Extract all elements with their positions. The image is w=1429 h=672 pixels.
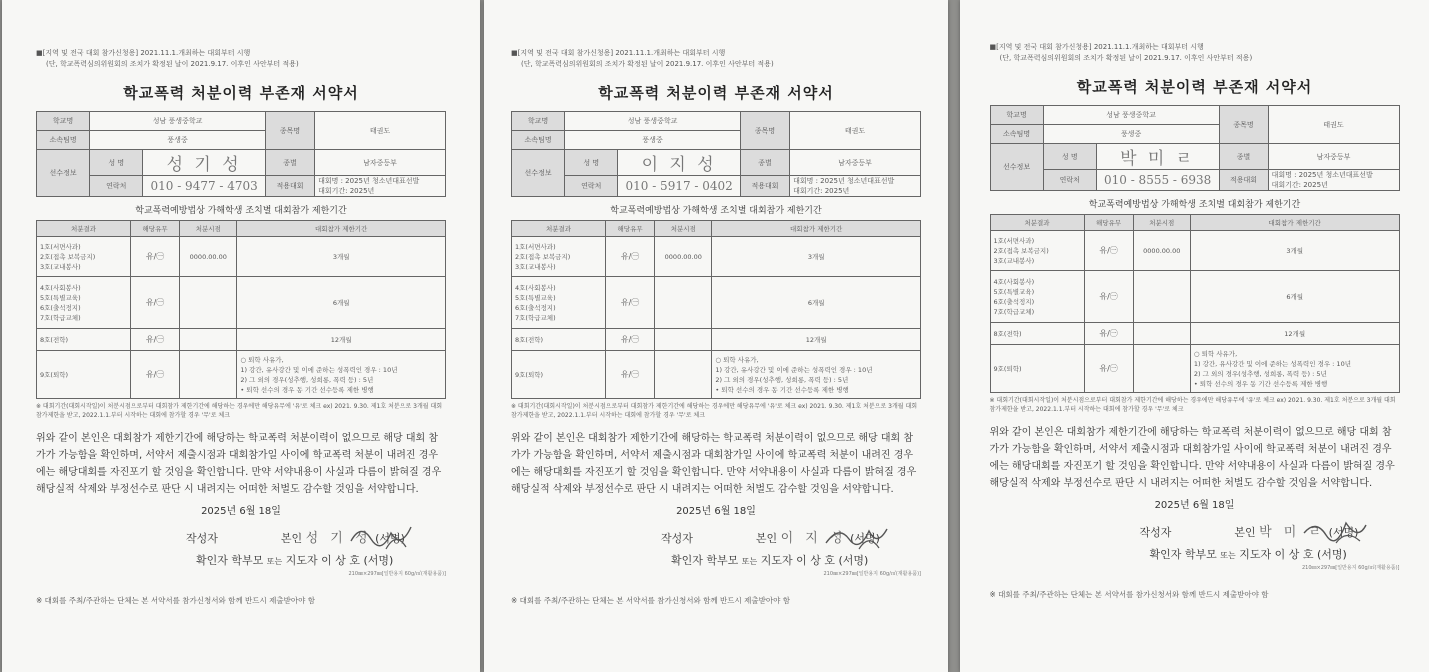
row-date [180,277,237,329]
row-date [655,329,712,351]
event-value: 태권도 [790,112,921,150]
player-info-label: 선수정보 [990,144,1043,191]
row-check: 유/㊀ [606,329,655,351]
row-limit: 6개월 [237,277,446,329]
pledge-body: 위와 같이 본인은 대회참가 제한기간에 해당하는 학교폭력 처분이력이 없으므로 해당 대회 참가가 가능함을 확인하며, 서약서 제출시점과 대회참가일 사이에 학교폭력 처분이 내려진 경우에는 해당대회를 자진포기 할 것임을 확인합니다. 만약 서약내용이 사실과 다름이 밝혀질 경우 해당실적 삭제와 부정선수로 판단 시 내려지는 어떠한 처벌도 감수할 것임을 서약합니다. [36,433,442,495]
pledge-date: 2025년 6월 18일 [201,506,281,517]
player-name: 이 지 성 [618,150,741,176]
player-phone: 010 - 8555 - 6938 [1096,170,1219,191]
category-value: 남자중등부 [1268,144,1399,170]
school-label: 학교명 [37,112,90,131]
writer-row [990,521,1400,540]
school-label: 학교명 [990,106,1043,125]
row-date [1133,345,1190,393]
org-label: 소속팀명 [512,131,565,150]
header-date: 처분시점 [655,221,712,237]
row-date [655,277,712,329]
app-event-label: 적용대회 [1219,170,1268,191]
row-result: 1호(서면사과) 2호(접촉 보복금지) 3호(교내봉사) [512,237,606,277]
event-value: 태권도 [315,112,446,150]
pledge-sheet-1 [2,0,480,672]
writer-label: 작성자 [1139,526,1172,539]
event-value: 태권도 [1268,106,1399,144]
notice-line: (단, 학교폭력심의위원회의 조치가 확정된 날이 2021.9.17. 이후인 사안부터 적용) [999,54,1253,62]
writer-row [511,527,921,546]
coach-name: 이 상 호 [796,554,836,567]
sign-suffix: (서명) [1317,548,1347,561]
footer-note: ※ 대회를 주최/주관하는 단체는 본 서약서를 참가신청서와 함께 반드시 제출받아야 함 [511,596,790,605]
name-label: 성 명 [1043,144,1096,170]
school-value: 성남 풍생중학교 [90,112,266,131]
category-value: 남자중등부 [790,150,921,176]
row-result: 4호(사회봉사) 5호(특별교육) 6호(출석정지) 7호(학급교체) [990,271,1084,323]
confirm-label: 확인자 [1149,548,1182,561]
notice-line: (단, 학교폭력심의위원회의 조치가 확정된 날이 2021.9.17. 이후인 사안부터 적용) [521,60,774,68]
signature-scribble [821,521,891,551]
coach-name: 이 상 호 [1274,548,1314,561]
row-check: 유/㊀ [606,277,655,329]
discipline-table [36,220,446,399]
pledge-body: 위와 같이 본인은 대회참가 제한기간에 해당하는 학교폭력 처분이력이 없으므로 해당 대회 참가가 가능함을 확인하며, 서약서 제출시점과 대회참가일 사이에 학교폭력 처분이 내려진 경우에는 해당대회를 자진포기 할 것임을 확인합니다. 만약 서약내용이 사실과 다름이 밝혀질 경우 해당실적 삭제와 부정선수로 판단 시 내려지는 어떠한 처벌도 감수할 것임을 서약합니다. [511,433,917,495]
sheet-content [36,48,446,606]
player-info-label: 선수정보 [512,150,565,197]
row-date: 0000.00.00 [1133,231,1190,271]
document-title: 학교폭력 처분이력 부존재 서약서 [1076,78,1313,96]
section-title: 학교폭력예방법상 가해학생 조치별 대회참가 제한기간 [135,206,347,216]
or-label: 또는 [1220,551,1236,560]
pledge-date: 2025년 6월 18일 [676,506,756,517]
row-check: 유/㊀ [131,237,180,277]
row-result: 4호(사회봉사) 5호(특별교육) 6호(출석정지) 7호(학급교체) [37,277,131,329]
sheet-content [990,42,1400,600]
confirm-label: 확인자 [196,554,228,567]
player-phone: 010 - 5917 - 0402 [618,176,741,197]
row-result: 1호(서면사과) 2호(접촉 보복금지) 3호(교내봉사) [37,237,131,277]
app-event-2: 대회기간: 2025년 [1271,181,1328,189]
contact-label: 연락처 [565,176,618,197]
row-check: 유/㊀ [606,351,655,399]
writer-signature: 이 지 성 [780,531,847,546]
header-result: 처분결과 [37,221,131,237]
section-title: 학교폭력예방법상 가해학생 조치별 대회참가 제한기간 [610,206,822,216]
row-result: 9호(퇴학) [990,345,1084,393]
app-event-label: 적용대회 [266,176,315,197]
org-value: 풍생중 [1043,125,1219,144]
row-date [180,329,237,351]
writer-label: 작성자 [661,532,693,545]
row-limit: 12개월 [237,329,446,351]
category-label: 종별 [266,150,315,176]
paper-note: 210㎜×297㎜[일반용지 60g/㎡(재활용품)] [823,571,921,577]
row-result: 9호(퇴학) [512,351,606,399]
notice [511,48,921,70]
row-limit: ○ 퇴학 사유가, 1) 강간, 유사강간 및 이에 준하는 성폭력인 경우 : 10년 2) 그 외의 경우(성추행, 성희롱, 폭력 등) : 5년 • 퇴학 선수의 경우 동 기간 선수등록 제한 병행 [1190,345,1399,393]
row-date: 0000.00.00 [180,237,237,277]
row-limit: 3개월 [1190,231,1399,271]
paper-note: 210㎜×297㎜[일반용지 60g/㎡(재활용품)] [1301,565,1400,571]
contact-label: 연락처 [1043,170,1096,191]
confirm-row [511,552,921,568]
org-label: 소속팀명 [37,131,90,150]
header-check: 해당유무 [131,221,180,237]
section-title: 학교폭력예방법상 가해학생 조치별 대회참가 제한기간 [1088,200,1301,210]
pledge-body: 위와 같이 본인은 대회참가 제한기간에 해당하는 학교폭력 처분이력이 없으므로 해당 대회 참가가 가능함을 확인하며, 서약서 제출시점과 대회참가일 사이에 학교폭력 처분이 내려진 경우에는 해당대회를 자진포기 할 것임을 확인합니다. 만약 서약내용이 사실과 다름이 밝혀질 경우 해당실적 삭제와 부정선수로 판단 시 내려지는 어떠한 처벌도 감수할 것임을 서약합니다. [989,427,1395,489]
info-table [990,105,1400,191]
row-check: 유/㊀ [1084,345,1133,393]
writer-label: 작성자 [186,532,218,545]
app-event-2: 대회기간: 2025년 [318,187,375,195]
signature-scribble [346,521,416,551]
row-result: 1호(서면사과) 2호(접촉 보복금지) 3호(교내봉사) [990,231,1084,271]
header-limit: 대회참가 제한기간 [237,221,446,237]
header-result: 처분결과 [512,221,606,237]
sheet-content [511,48,921,606]
coach-name: 이 상 호 [321,554,361,567]
notice-line: (단, 학교폭력심의위원회의 조치가 확정된 날이 2021.9.17. 이후인 사안부터 적용) [46,60,299,68]
sign-suffix: (서명) [838,554,869,567]
sign-suffix: (서명) [850,532,880,545]
row-limit: ○ 퇴학 사유가, 1) 강간, 유사강간 및 이에 준하는 성폭력인 경우 : 10년 2) 그 외의 경우(성추행, 성희롱, 폭력 등) : 5년 • 퇴학 선수의 경우 동 기간 선수등록 제한 병행 [237,351,446,399]
name-label: 성 명 [90,150,143,176]
app-event-1: 대회명 : 2025년 청소년대표선발 [793,177,895,185]
school-value: 성남 풍생중학교 [565,112,741,131]
confirm-label: 확인자 [671,554,703,567]
parent-label: 학부모 [1184,548,1217,561]
row-date [1133,323,1190,345]
confirm-row [36,552,446,568]
row-check: 유/㊀ [131,329,180,351]
pledge-sheet-2 [484,0,948,672]
app-event-label: 적용대회 [741,176,790,197]
confirm-row [990,546,1400,562]
notice-line: ■[지역 및 전국 대회 참가신청용] 2021.11.1.개최하는 대회부터 시행 [36,49,251,57]
sign-suffix: (서명) [363,554,394,567]
row-limit: 3개월 [237,237,446,277]
self-label: 본인 [280,532,303,545]
category-label: 종별 [1219,144,1268,170]
footer-note: ※ 대회를 주최/주관하는 단체는 본 서약서를 참가신청서와 함께 반드시 제출받아야 함 [989,590,1269,599]
org-label: 소속팀명 [990,125,1043,144]
category-value: 남자중등부 [315,150,446,176]
footer-note: ※ 대회를 주최/주관하는 단체는 본 서약서를 참가신청서와 함께 반드시 제출받아야 함 [36,596,315,605]
notice-line: ■[지역 및 전국 대회 참가신청용] 2021.11.1.개최하는 대회부터 시행 [511,49,726,57]
row-result: 8호(전학) [37,329,131,351]
event-label: 종목명 [1219,106,1268,144]
header-limit: 대회참가 제한기간 [712,221,921,237]
row-check: 유/㊀ [1084,323,1133,345]
row-check: 유/㊀ [131,351,180,399]
info-table [36,111,446,197]
row-check: 유/㊀ [1084,271,1133,323]
row-result: 8호(전학) [990,323,1084,345]
row-limit: 6개월 [712,277,921,329]
event-label: 종목명 [266,112,315,150]
category-label: 종별 [741,150,790,176]
row-limit: 6개월 [1190,271,1399,323]
name-label: 성 명 [565,150,618,176]
writer-signature: 성 기 성 [305,531,372,546]
notice [36,48,446,70]
coach-label: 지도자 [760,554,793,567]
info-table [511,111,921,197]
row-check: 유/㊀ [606,237,655,277]
row-result: 4호(사회봉사) 5호(특별교육) 6호(출석정지) 7호(학급교체) [512,277,606,329]
header-date: 처분시점 [180,221,237,237]
paper-note: 210㎜×297㎜[일반용지 60g/㎡(재활용품)] [348,571,446,577]
discipline-table [511,220,921,399]
header-check: 해당유무 [606,221,655,237]
row-date [655,351,712,399]
parent-label: 학부모 [706,554,739,567]
pledge-sheet-3 [960,0,1429,672]
signature-scribble [1300,515,1370,545]
or-label: 또는 [266,557,283,566]
row-check: 유/㊀ [1084,231,1133,271]
row-limit: 12개월 [1190,323,1399,345]
player-name: 성 기 성 [143,150,266,176]
footnote: ※ 대회기간(대회시작일)이 처분시점으로부터 대회참가 제한기간에 해당하는 경우에만 해당유무에 '유'로 체크 ex) 2021. 9.30. 제1호 처분으로 3개월 대회 참가제한을 받고, 2022.1.1.부터 시작하는 대회에 참가할 경우 '무'로 체크 [511,403,918,419]
app-event-1: 대회명 : 2025년 청소년대표선발 [1271,171,1373,179]
player-name: 박 미 ㄹ [1096,144,1219,170]
footnote: ※ 대회기간(대회시작일)이 처분시점으로부터 대회참가 제한기간에 해당하는 경우에만 해당유무에 '유'로 체크 ex) 2021. 9.30. 제1호 처분으로 3개월 대회 참가제한을 받고, 2022.1.1.부터 시작하는 대회에 참가할 경우 '무'로 체크 [989,397,1396,413]
notice [990,42,1400,64]
coach-label: 지도자 [285,554,318,567]
header-result: 처분결과 [990,215,1084,231]
row-limit: ○ 퇴학 사유가, 1) 강간, 유사강간 및 이에 준하는 성폭력인 경우 : 10년 2) 그 외의 경우(성추행, 성희롱, 폭력 등) : 5년 • 퇴학 선수의 경우 동 기간 선수등록 제한 병행 [712,351,921,399]
writer-row [36,527,446,546]
footnote: ※ 대회기간(대회시작일)이 처분시점으로부터 대회참가 제한기간에 해당하는 경우에만 해당유무에 '유'로 체크 ex) 2021. 9.30. 제1호 처분으로 3개월 대회 참가제한을 받고, 2022.1.1.부터 시작하는 대회에 참가할 경우 '무'로 체크 [36,403,443,419]
player-phone: 010 - 9477 - 4703 [143,176,266,197]
contact-label: 연락처 [90,176,143,197]
school-value: 성남 풍생중학교 [1043,106,1219,125]
player-info-label: 선수정보 [37,150,90,197]
self-label: 본인 [1234,526,1256,539]
org-value: 풍생중 [565,131,741,150]
school-label: 학교명 [512,112,565,131]
coach-label: 지도자 [1239,548,1272,561]
row-date [1133,271,1190,323]
self-label: 본인 [755,532,778,545]
row-result: 9호(퇴학) [37,351,131,399]
parent-label: 학부모 [231,554,264,567]
sign-suffix: (서명) [1328,526,1359,539]
app-event-2: 대회기간: 2025년 [793,187,850,195]
header-check: 해당유무 [1084,215,1133,231]
row-result: 8호(전학) [512,329,606,351]
row-limit: 3개월 [712,237,921,277]
sign-suffix: (서명) [375,532,405,545]
app-event-1: 대회명 : 2025년 청소년대표선발 [318,177,420,185]
row-check: 유/㊀ [131,277,180,329]
row-date: 0000.00.00 [655,237,712,277]
pledge-date: 2025년 6월 18일 [1154,500,1235,511]
event-label: 종목명 [741,112,790,150]
header-limit: 대회참가 제한기간 [1190,215,1399,231]
writer-signature: 박 미 ㄹ [1259,525,1326,540]
header-date: 처분시점 [1133,215,1190,231]
row-limit: 12개월 [712,329,921,351]
document-title: 학교폭력 처분이력 부존재 서약서 [598,84,834,102]
notice-line: ■[지역 및 전국 대회 참가신청용] 2021.11.1.개최하는 대회부터 시행 [989,43,1204,51]
document-title: 학교폭력 처분이력 부존재 서약서 [123,84,359,102]
org-value: 풍생중 [90,131,266,150]
discipline-table [990,214,1400,393]
row-date [180,351,237,399]
or-label: 또는 [741,557,758,566]
